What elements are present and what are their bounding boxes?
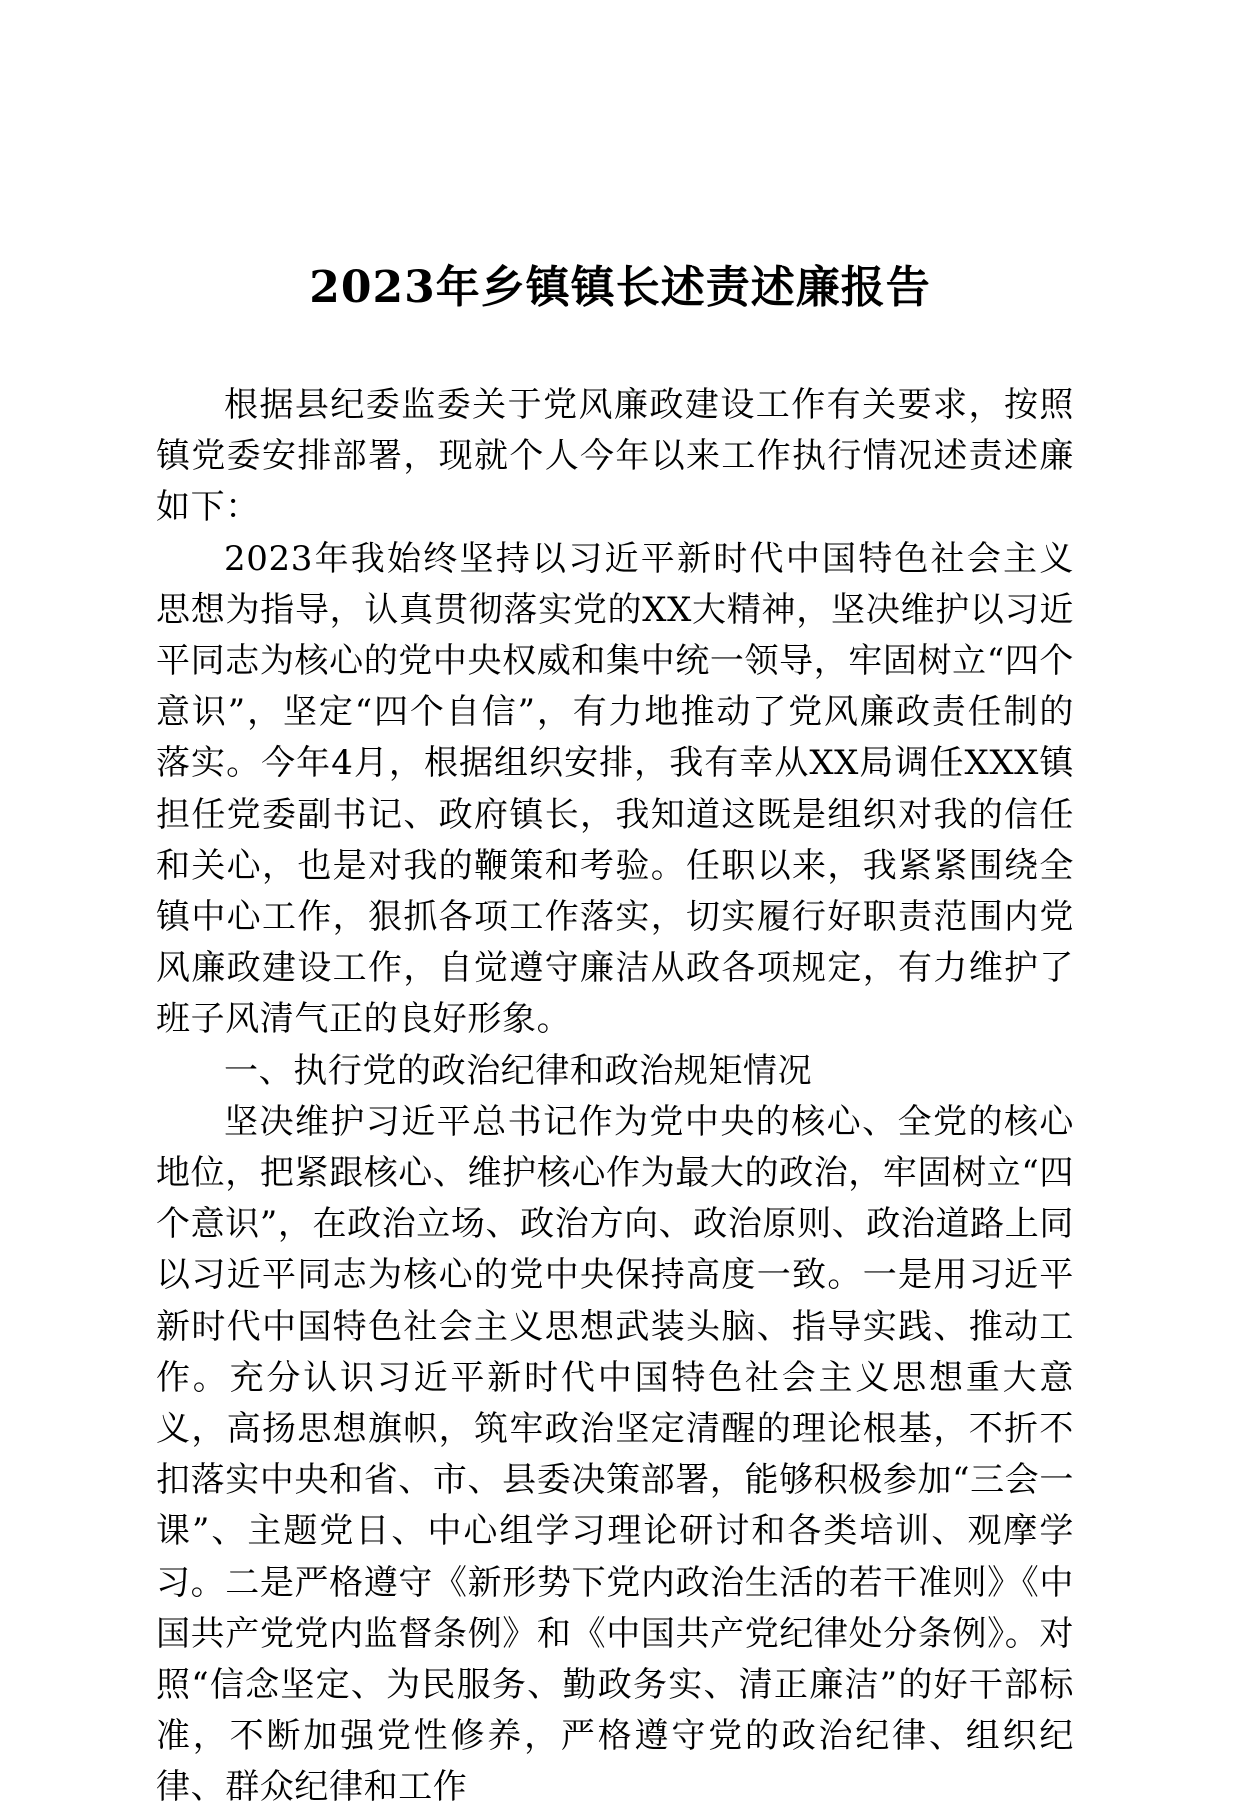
section-1-paragraph: 坚决维护习近平总书记作为党中央的核心、全党的核心地位，把紧跟核心、维护核心作为最大的政治，牢固树立“四个意识”，在政治立场、政治方向、政治原则、政治道路上同以习近平同志为核心的党中央保持高度一致。一是用习近平新时代中国特色社会主义思想武装头脑、指导实践、推动工作。充分认识习近平新时代中国特色社会主义思想重大意义，高扬思想旗帜，筑牢政治坚定清醒的理论根基，不折不扣落实中央和省、市、县委决策部署，能够积极参加“三会一课”、主题党日、中心组学习理论研讨和各类培训、观摩学习。二是严格遵守《新形势下党内政治生活的若干准则》《中国共产党党内监督条例》和《中国共产党纪律处分条例》。对照“信念坚定、为民服务、勤政务实、清正廉洁”的好干部标准，不断加强党性修养，严格遵守党的政治纪律、组织纪律、群众纪律和工作 [156, 1101, 1074, 1808]
summary-paragraph: 2023年我始终坚持以习近平新时代中国特色社会主义思想为指导，认真贯彻落实党的XX大精神，坚决维护以习近平同志为核心的党中央权威和集中统一领导，牢固树立“四个意识”，坚定“四个自信”，有力地推动了党风廉政责任制的落实。今年4月，根据组织安排，我有幸从XX局调任XXX镇担任党委副书记、政府镇长，我知道这既是组织对我的信任和关心，也是对我的鞭策和考验。任职以来，我紧紧围绕全镇中心工作，狠抓各项工作落实，切实履行好职责范围内党风廉政建设工作，自觉遵守廉洁从政各项规定，有力维护了班子风清气正的良好形象。 [156, 538, 1074, 1040]
section-1-heading: 一、执行党的政治纪律和政治规矩情况 [224, 1050, 813, 1091]
intro-paragraph: 根据县纪委监委关于党风廉政建设工作有关要求，按照镇党委安排部署，现就个人今年以来工作执行情况述责述廉如下： [156, 385, 1074, 528]
document-title: 2023年乡镇镇长述责述廉报告 [309, 262, 931, 313]
document-body [156, 380, 1074, 1814]
